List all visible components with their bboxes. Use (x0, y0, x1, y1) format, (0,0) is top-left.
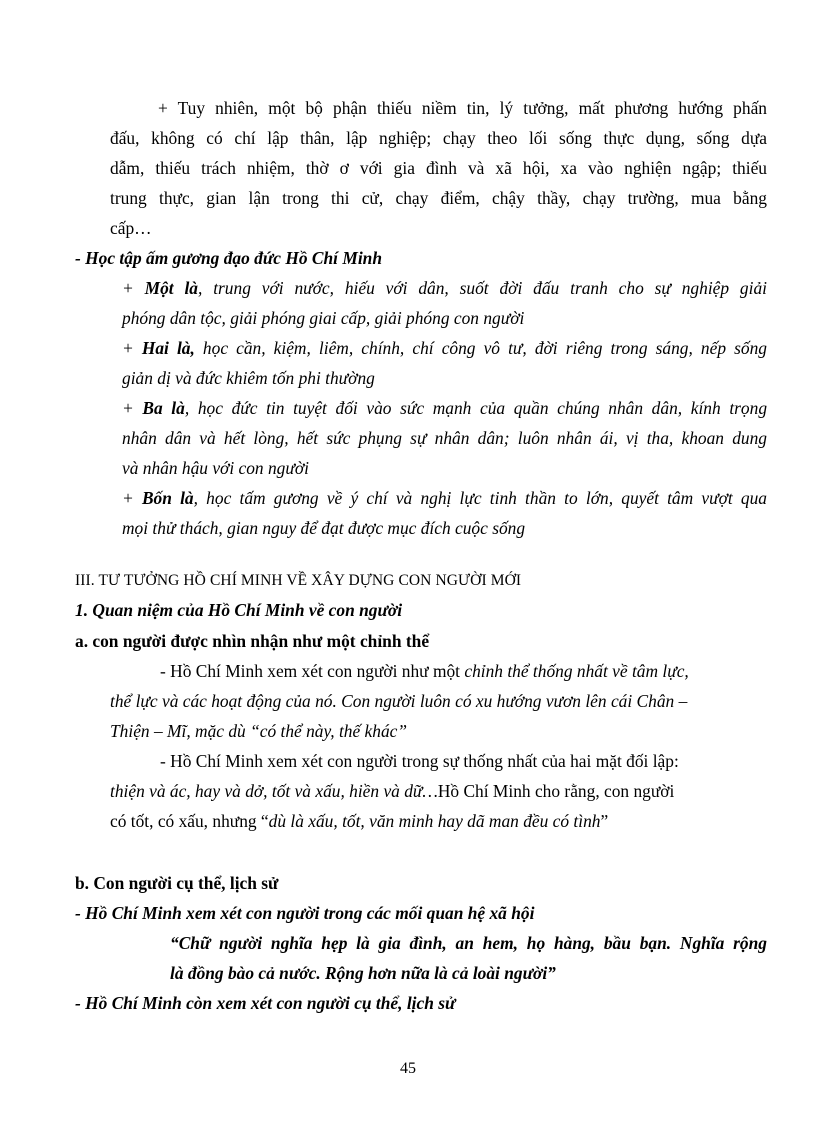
para-intro-line-1: + Tuy nhiên, một bộ phận thiếu niềm tin, lý tưởng, mất phương hướng phấn (158, 98, 767, 118)
b-heading-1: - Hồ Chí Minh xem xét con người trong các mối quan hệ xã hội (75, 903, 535, 923)
para-a1-line-2: thể lực và các hoạt động của nó. Con người luôn có xu hướng vươn lên cái Chân – (110, 691, 688, 711)
para-a2-line-3 (110, 810, 608, 832)
item-hai-la-text: học cần, kiệm, liêm, chính, chí công vô tư, đời riêng trong sáng, nếp sống (194, 338, 767, 358)
para-intro-line-2: đấu, không có chí lập thân, lập nghiệp; chạy theo lối sống thực dụng, sống dựa (110, 128, 767, 148)
para-intro-line-3: dẫm, thiếu trách nhiệm, thờ ơ với gia đình và xã hội, xa vào nghiện ngập; thiếu (110, 158, 767, 178)
item-bon-la-text: , học tấm gương về ý chí và nghị lực tinh thần to lớn, quyết tâm vượt qua (193, 488, 767, 508)
item-bon-la-label: Bốn là (141, 488, 194, 508)
para-a2-l3-post: ” (600, 811, 609, 831)
para-a2-line-2 (110, 780, 674, 802)
para-intro-line-4: trung thực, gian lận trong thi cử, chạy điểm, chậy thầy, chạy trường, mua bằng (110, 188, 767, 208)
item-bon-la-line-2: mọi thử thách, gian nguy để đạt được mục đích cuộc sống (122, 518, 526, 538)
item-ba-la-text: , học đức tin tuyệt đối vào sức mạnh của quần chúng nhân dân, kính trọng (184, 398, 768, 418)
item-ba-la-line-3: và nhân hậu với con người (122, 458, 309, 478)
page-number: 45 (400, 1060, 416, 1077)
item-bon-la-line-1: + Bốn là, học tấm gương về ý chí và nghị lực tinh thần to lớn, quyết tâm vượt qua (122, 488, 767, 508)
quote-line-2: là đồng bào cả nước. Rộng hơn nữa là cả loài người” (170, 963, 556, 983)
para-a2-l3-pre: có tốt, có xấu, nhưng “ (110, 811, 269, 831)
para-a2-l3-italic: dù là xấu, tốt, văn minh hay dã man đều có tình (268, 811, 601, 831)
item-hai-la-label: Hai là, (141, 338, 195, 358)
heading-hoc-tap: - Học tập ấm gương đạo đức Hồ Chí Minh (75, 248, 383, 268)
para-a1-italic: chỉnh thể thống nhất về tâm lực, (464, 661, 689, 681)
para-a1-prefix: - Hồ Chí Minh xem xét con người như một (160, 661, 465, 681)
quote-line-1: “Chữ người nghĩa hẹp là gia đình, an hem, họ hàng, bầu bạn. Nghĩa rộng (170, 933, 767, 953)
para-a1-line-3: Thiện – Mĩ, mặc dù “có thể này, thế khác” (110, 721, 408, 741)
item-ba-la-label: Ba là (142, 398, 185, 418)
item-mot-la-line-1: + Một là, trung với nước, hiếu với dân, suốt đời đấu tranh cho sự nghiệp giải (122, 278, 767, 298)
item-mot-la-line-2: phóng dân tộc, giải phóng giai cấp, giải phóng con người (122, 308, 525, 328)
subheading-b: b. Con người cụ thể, lịch sử (75, 873, 279, 893)
para-a2-rest: Hồ Chí Minh cho rằng, con người (437, 781, 675, 801)
para-a2-line-1: - Hồ Chí Minh xem xét con người trong sự thống nhất của hai mặt đối lập: (160, 751, 679, 771)
item-hai-la-line-2: giản dị và đức khiêm tốn phi thường (122, 368, 375, 388)
para-a1-line-1 (160, 660, 689, 682)
item-mot-la-text: , trung với nước, hiếu với dân, suốt đời đấu tranh cho sự nghiệp giải (198, 278, 767, 298)
item-mot-la-label: Một là (144, 278, 198, 298)
item-ba-la-line-1: + Ba là, học đức tin tuyệt đối vào sức mạnh của quần chúng nhân dân, kính trọng (122, 398, 768, 418)
b-heading-2: - Hồ Chí Minh còn xem xét con người cụ thể, lịch sử (75, 993, 456, 1013)
item-hai-la-line-1: + Hai là, học cần, kiệm, liêm, chính, chí công vô tư, đời riêng trong sáng, nếp sống (122, 338, 767, 358)
subheading-1: 1. Quan niệm của Hồ Chí Minh về con người (75, 600, 403, 620)
subheading-a: a. con người được nhìn nhận như một chỉnh thể (75, 631, 430, 651)
item-ba-la-line-2: nhân dân và hết lòng, hết sức phụng sự nhân dân; luôn nhân ái, vị tha, khoan dung (122, 428, 767, 448)
para-a2-italic: thiện và ác, hay và dở, tốt và xấu, hiền và dữ… (110, 781, 438, 801)
section-iii-title: III. TƯ TƯỞNG HỒ CHÍ MINH VỀ XÂY DỰNG CON NGƯỜI MỚI (75, 572, 522, 589)
para-intro-line-5: cấp… (110, 218, 152, 238)
